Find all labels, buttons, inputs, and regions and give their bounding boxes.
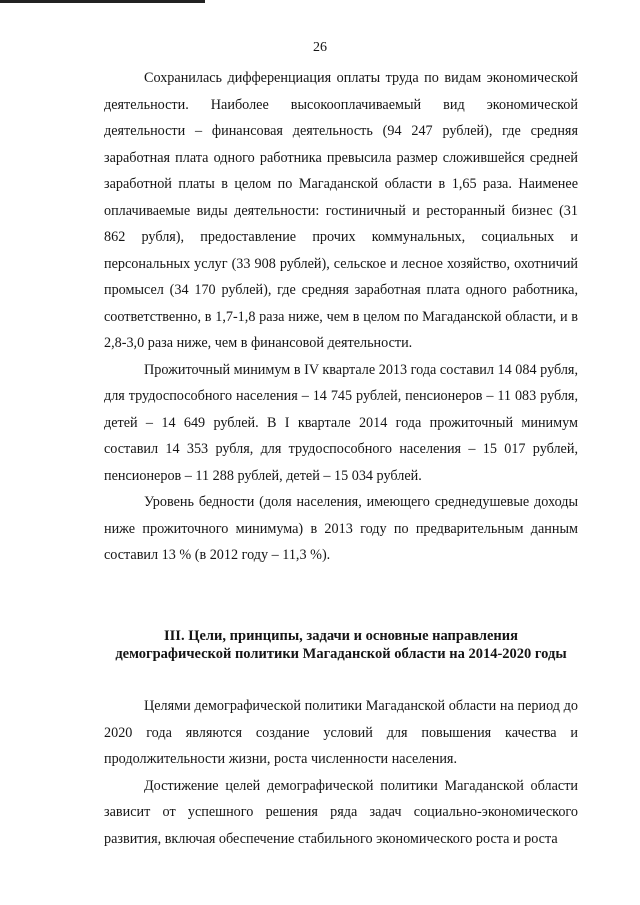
section-heading: [104, 627, 578, 663]
top-rule: [0, 0, 205, 3]
page-number: 26: [313, 40, 327, 55]
paragraph-policy-goals: Целями демографической политики Магаданской области на период до 2020 года являются создание условий для повышения качества и продолжительности жизни, роста численности населения.: [104, 698, 578, 767]
text-block-bottom: [104, 693, 578, 852]
section-heading-line1: III. Цели, принципы, задачи и основные направления: [164, 628, 518, 644]
paragraph-poverty-level: Уровень бедности (доля населения, имеющего среднедушевые доходы ниже прожиточного минимума) в 2013 году по предварительным данным составил 13 % (в 2012 году – 11,3 %).: [104, 494, 578, 563]
paragraph-subsistence-minimum: Прожиточный минимум в IV квартале 2013 года составил 14 084 рубля, для трудоспособного населения – 14 745 рублей, пенсионеров – 11 083 рубля, детей – 14 649 рублей. В I квартале 2014 года прожиточный минимум составил 14 353 рубля, для трудоспособного населения – 15 017 рублей, пенсионеров – 11 288 рублей, детей – 15 034 рублей.: [104, 361, 578, 484]
text-block-top: [104, 65, 578, 569]
paragraph-goal-achievement: Достижение целей демографической политики Магаданской области зависит от успешного решения ряда задач социально-экономического развития, включая обеспечение стабильного экономического роста и роста: [104, 777, 578, 847]
paragraph-wage-differentiation: Сохранилась дифференциация оплаты труда по видам экономической деятельности. Наиболее высокооплачиваемый вид экономической деятельности – финансовая деятельность (94 247 рублей), где средняя заработная плата одного работника превысила размер сложившейся средней заработной платы в целом по Магаданской области в 1,65 раза. Наименее оплачиваемые виды деятельности: гостиничный и ресторанный бизнес (31 862 рубля), предоставление прочих коммунальных, социальных и персональных услуг (33 908 рублей), сельское и лесное хозяйство, охотничий промысел (34 170 рублей), где средняя заработная плата одного работника, соответственно, в 1,7-1,8 раза ниже, чем в целом по Магаданской области, и в 2,8-3,0 раза ниже, чем в финансовой деятельности.: [104, 70, 578, 351]
section-heading-line2: демографической политики Магаданской области на 2014-2020 годы: [115, 646, 567, 662]
